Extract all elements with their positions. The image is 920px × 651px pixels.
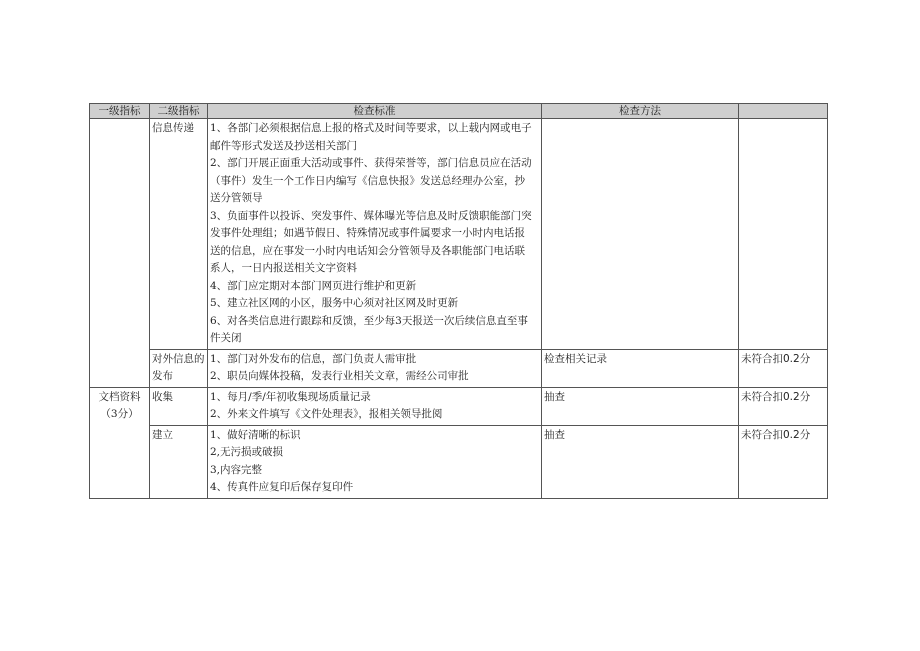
standard-line: 2、外来文件填写《文件处理表》，报相关领导批阅	[210, 408, 443, 420]
standard-cell	[208, 387, 542, 425]
table-row	[90, 425, 828, 498]
standard-line: 5、建立社区网的小区，服务中心须对社区网及时更新	[210, 297, 459, 309]
header-level1: 一级指标	[90, 104, 150, 119]
standard-line: 3,内容完整	[210, 463, 263, 476]
header-standard: 检查标准	[208, 104, 542, 119]
score-cell	[739, 119, 828, 350]
method-cell	[542, 119, 739, 350]
score-cell: 未符合扣0.2分	[739, 349, 828, 387]
standard-line: 6、对各类信息进行跟踪和反馈，至少每3天报送一次后续信息直至事	[210, 314, 528, 327]
standard-line: 送分管领导	[210, 192, 263, 204]
standard-line: 送的信息，应在事发一小时内电话知会分管领导及各职能部门电话联	[210, 244, 525, 257]
header-level2: 二级指标	[150, 104, 208, 119]
level2-cell: 建立	[150, 425, 208, 498]
method-cell: 抽查	[542, 387, 739, 425]
level2-cell: 信息传递	[150, 119, 208, 350]
level1-cell: 文档资料（3分）	[90, 387, 150, 498]
header-method: 检查方法	[542, 104, 739, 119]
method-cell: 检查相关记录	[542, 349, 739, 387]
table-row	[90, 119, 828, 350]
standard-line: 系人，一日内报送相关文字资料	[210, 262, 357, 274]
standard-line: 邮件等形式发送及抄送相关部门	[210, 139, 357, 152]
table-header-row	[90, 104, 828, 119]
standard-line: 1、各部门必须根据信息上报的格式及时间等要求，以上载内网或电子	[210, 122, 532, 134]
standard-line: 1、部门对外发布的信息，部门负责人需审批	[210, 352, 417, 365]
standard-line: 件关闭	[210, 332, 242, 344]
header-score	[739, 104, 828, 119]
standard-cell	[208, 349, 542, 387]
level1-cell-empty	[90, 119, 150, 388]
standard-line: 4、部门应定期对本部门网页进行维护和更新	[210, 279, 417, 292]
standard-line: （事件）发生一个工作日内编写《信息快报》发送总经理办公室，抄	[210, 174, 525, 187]
standard-line: 2、职员向媒体投稿，发表行业相关文章，需经公司审批	[210, 370, 469, 382]
inspection-table	[89, 103, 828, 499]
standard-cell	[208, 119, 542, 350]
standard-line: 发事件处理组；如遇节假日、特殊情况或事件属要求一小时内电话报	[210, 227, 525, 239]
standard-line: 4、传真件应复印后保存复印件	[210, 481, 354, 493]
standard-line: 2,无污损或破损	[210, 446, 284, 458]
level2-cell: 对外信息的发布	[150, 349, 208, 387]
standard-line: 3、负面事件以投诉、突发事件、媒体曝光等信息及时反馈职能部门突	[210, 209, 532, 222]
standard-line: 1、做好清晰的标识	[210, 428, 301, 441]
standard-line: 1、每月/季/年初收集现场质量记录	[210, 390, 371, 403]
level2-cell: 收集	[150, 387, 208, 425]
table-row	[90, 387, 828, 425]
score-cell: 未符合扣0.2分	[739, 387, 828, 425]
standard-cell	[208, 425, 542, 498]
standard-line: 2、部门开展正面重大活动或事件、获得荣誉等，部门信息员应在活动	[210, 157, 532, 169]
method-cell: 抽查	[542, 425, 739, 498]
score-cell: 未符合扣0.2分	[739, 425, 828, 498]
table-row	[90, 349, 828, 387]
